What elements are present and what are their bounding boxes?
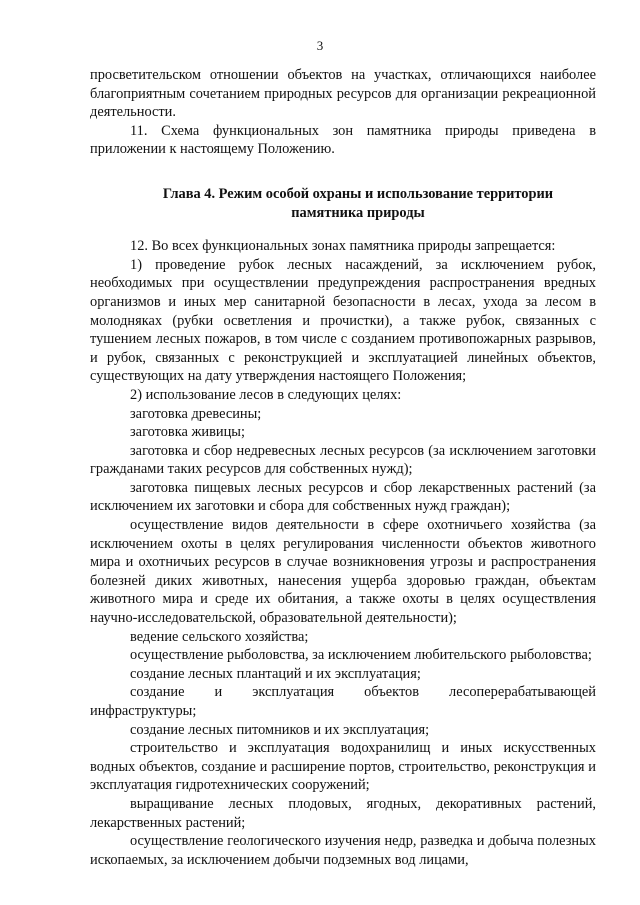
page-number: 3 bbox=[316, 38, 324, 53]
paragraph-continuation: просветительском отношении объектов на участках, отличающихся наиболее благоприятным сочетанием природных ресурсов для организации рекреационной деятельности. bbox=[90, 67, 596, 121]
chapter-heading: Глава 4. Режим особой охраны и использование территории памятника природы bbox=[162, 185, 554, 221]
list-item: создание лесных плантаций и их эксплуатация; bbox=[130, 665, 421, 682]
paragraph-item-11: 11. Схема функциональных зон памятника природы приведена в приложении к настоящему Положению. bbox=[90, 122, 596, 158]
list-item: строительство и эксплуатация водохранилищ и иных искусственных водных объектов, создание и расширение портов, строительство, реконструкция и эксплуатация гидротехнических сооружений; bbox=[90, 740, 596, 794]
list-item: создание лесных питомников и их эксплуатация; bbox=[130, 721, 430, 738]
list-item: ведение сельского хозяйства; bbox=[130, 628, 309, 645]
list-item: осуществление видов деятельности в сфере охотничьего хозяйства (за исключением охоты в целях регулирования численности объектов животного мира и охотничьих ресурсов в случае возникновения угрозы и распространения болезней диких животных, нанесения ущерба здоровью граждан, объектам животного мира и среде их обитания, а также охоты в целях осуществления научно-исследовательской, образовательной деятельности); bbox=[90, 517, 596, 627]
list-item: создание и эксплуатация объектов лесоперерабатывающей инфраструктуры; bbox=[90, 684, 596, 719]
document-body bbox=[90, 66, 596, 869]
list-item: заготовка древесины; bbox=[130, 405, 262, 422]
list-item: выращивание лесных плодовых, ягодных, декоративных растений, лекарственных растений; bbox=[90, 795, 596, 831]
list-item: осуществление геологического изучения недр, разведка и добыча полезных ископаемых, за исключением добычи подземных вод лицами, bbox=[90, 833, 596, 868]
list-item: 12. Во всех функциональных зонах памятника природы запрещается: bbox=[130, 238, 556, 255]
list-item: заготовка живицы; bbox=[130, 424, 245, 441]
list-item: заготовка пищевых лесных ресурсов и сбор лекарственных растений (за исключением их заготовки и сбора для собственных нужд граждан); bbox=[90, 479, 596, 515]
list-item: осуществление рыболовства, за исключением любительского рыболовства; bbox=[130, 647, 592, 664]
list-item: 2) использование лесов в следующих целях: bbox=[130, 386, 402, 403]
list-item: заготовка и сбор недревесных лесных ресурсов (за исключением заготовки гражданами таких ресурсов для собственных нужд); bbox=[90, 442, 596, 478]
list-item: 1) проведение рубок лесных насаждений, за исключением рубок, необходимых при осуществлении предупреждения распространения вредных организмов и иных мер санитарной безопасности в лесах, ухода за лесом в молодняках (рубки осветления и прочистки), а также рубок, связанных с тушением лесных пожаров, в том числе с созданием противопожарных разрывов, и рубок, связанных с реконструкцией и эксплуатацией линейных объектов, существующих на дату утверждения настоящего Положения; bbox=[90, 256, 596, 385]
